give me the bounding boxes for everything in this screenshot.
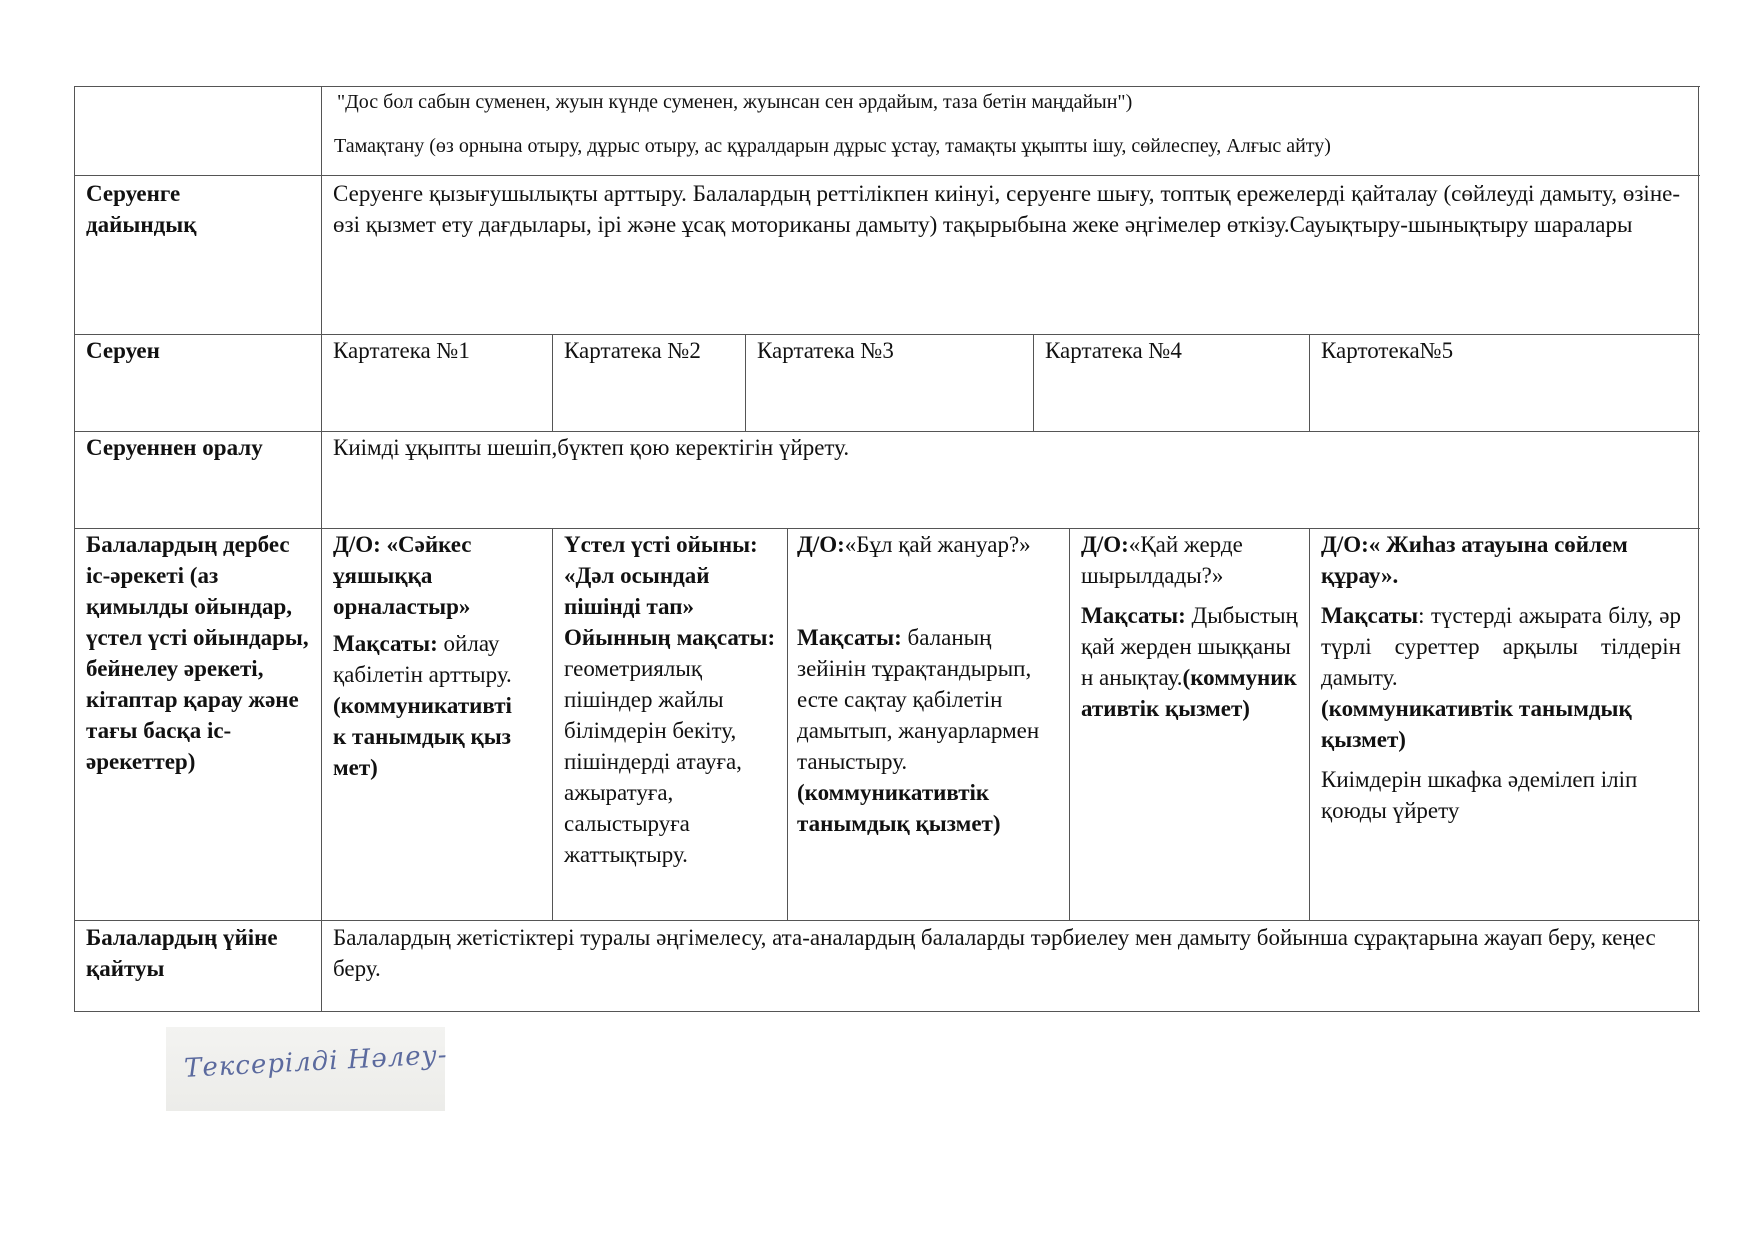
col1-tag: (коммуникативтік танымдық қызмет) [333, 693, 512, 780]
walk-prep-text: Серуенге қызығушылықты арттыру. Балалардың реттілікпен киінуі, серуенге шығу, топтық ережелерді қайталау (сөйлеуді дамыту, өзіне-өзі қызмет ету дағдылары, ірі және ұсақ моториканы дамыту) тақырыбына жеке әңгімелер өткізу.Сауықтыру-шынықтыру шаралары [333, 181, 1680, 237]
card-4: Картатека №4 [1045, 338, 1182, 363]
card-1: Картатека №1 [333, 338, 470, 363]
go-home-label: Балалардың үйіне қайтуы [86, 925, 278, 981]
return-walk-label: Серуеннен оралу [86, 435, 263, 460]
column-divider [1069, 528, 1070, 920]
col1-title: Д/О: «Сәйкес ұяшыққа орналастыр» [333, 532, 472, 619]
intro-cell [334, 86, 1689, 159]
row-divider [74, 920, 1700, 921]
rhyme-text: "Дос бол сабын суменен, жуын күнде суменен, жуынсан сен әрдайым, таза бетін маңдайын") [337, 91, 1133, 113]
column-divider [552, 528, 553, 920]
col2-goal-text: геометриялық пішіндер жайлы білімдерін бекіту, пішіндерді атауға, ажыратуға, салыстыруға жаттықтыру. [564, 656, 742, 867]
signature-image [166, 1027, 449, 1111]
activity-col-5 [1321, 529, 1681, 826]
col4-title [1081, 529, 1303, 591]
card-3: Картатека №3 [757, 338, 894, 363]
col2-goal [564, 622, 782, 870]
col1-goal [333, 628, 545, 690]
col5-goal [1321, 600, 1681, 693]
table-border-left [74, 86, 75, 1011]
card-5: Картотека№5 [1321, 338, 1454, 363]
col5-goal-text: : түстерді ажырата білу, әр түрлі суреттер арқылы тілдерін дамыту. [1321, 603, 1681, 690]
col1-goal-text: ойлау қабілетін арттыру. [333, 631, 512, 687]
column-divider [745, 334, 746, 431]
activity-col-2 [564, 529, 782, 870]
col5-extra: Киімдерін шкафка әдемілеп іліп қоюды үйрету [1321, 767, 1638, 823]
activity-label: Балалардың дербес іс-әрекеті (аз қимылды ойындар, үстел үсті ойындары, бейнелеу әрекеті, кітаптар қарау және тағы басқа іс-әрекеттер) [86, 532, 309, 774]
col3-title-text: «Бұл қай жануар?» [844, 532, 1031, 557]
column-divider [1033, 334, 1034, 431]
col4-title-prefix: Д/О: [1081, 532, 1129, 557]
col3-goal-label: Мақсаты: [797, 625, 902, 650]
col4-goal [1081, 600, 1303, 724]
walk-label: Серуен [86, 338, 160, 363]
return-walk-text: Киімді ұқыпты шешіп,бүктеп қою керектігін үйрету. [333, 435, 850, 460]
col2-goal-label: Ойынның мақсаты: [564, 625, 776, 650]
col4-goal-text: Дыбыстың қай жерден шыққанын анықтау. [1081, 603, 1298, 690]
col3-goal [797, 622, 1065, 839]
activity-col-3 [797, 529, 1065, 839]
col4-title-text: «Қай жерде шырылдады?» [1081, 532, 1243, 588]
table-border-bottom [74, 1011, 1700, 1012]
column-divider [1309, 528, 1310, 920]
col3-tag: (коммуникативтік танымдық қызмет) [797, 780, 1001, 836]
eating-text: Тамақтану (өз орнына отыру, дұрыс отыру, ас құралдарын дұрыс ұстау, тамақты ұқыпты ішу, сөйлеспеу, Алғыс айту) [334, 135, 1331, 157]
table-border-right [1698, 86, 1699, 1011]
walk-prep-label: Серуенге дайындық [86, 181, 197, 237]
row-divider [74, 175, 1700, 176]
signature-text: Тексерілді Нәлеу- [183, 1040, 449, 1084]
activity-col-4 [1081, 529, 1303, 724]
column-divider [552, 334, 553, 431]
col3-goal-text: баланың зейінін тұрақтандырып, есте сақтау қабілетін дамытып, жануарлармен таныстыру. [797, 625, 1040, 774]
col4-goal-label: Мақсаты: [1081, 603, 1186, 628]
column-divider [787, 528, 788, 920]
col3-title-prefix: Д/О: [797, 532, 845, 557]
label-column-divider [321, 86, 322, 1011]
col2-title: Үстел үсті ойыны: «Дәл осындай пішінді тап» [564, 532, 758, 619]
col3-title [797, 529, 1065, 560]
activity-col-1 [333, 529, 545, 783]
col1-goal-label: Мақсаты: [333, 631, 438, 656]
col5-tag: (коммуникативтік танымдық қызмет) [1321, 696, 1632, 752]
col5-goal-label: Мақсаты [1321, 603, 1419, 628]
card-2: Картатека №2 [564, 338, 701, 363]
col4-tag: (коммуникативтік қызмет) [1081, 665, 1297, 721]
go-home-text: Балалардың жетістіктері туралы әңгімелесу, ата-аналардың балаларды тәрбиелеу мен дамыту бойынша сұрақтарына жауап беру, кеңес беру. [333, 925, 1656, 981]
column-divider [1309, 334, 1310, 431]
col5-title: Д/О:« Жиһаз атауына сөйлем құрау». [1321, 532, 1628, 588]
